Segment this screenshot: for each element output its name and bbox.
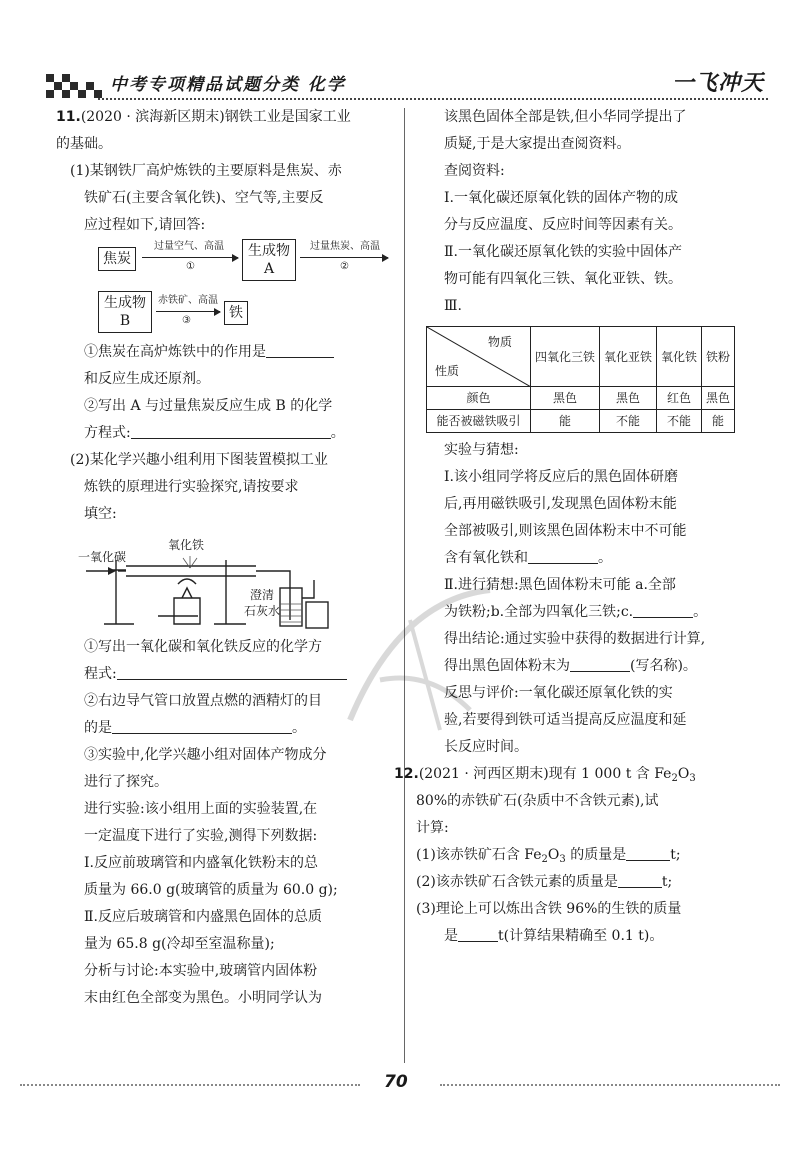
left-column [56,104,396,1012]
table-cell: 红色 [657,387,702,410]
reference-title: 查阅资料: [444,163,505,179]
data1-line1: Ⅰ.反应前玻璃管和内盛氧化铁粉末的总 [84,855,318,871]
table-row [427,387,735,410]
table-cell: 能 [531,410,600,433]
conclusion-line1: 得出结论:通过实验中获得的数据进行计算, [444,631,706,647]
question-number: 11. [56,109,81,125]
table-col-header: 氧化亚铁 [600,327,657,387]
data1-line2: 质量为 66.0 g(玻璃管的质量为 60.0 g); [84,882,338,898]
q11-intro-line2: 的基础。 [56,136,112,152]
table-cell: 能 [702,410,735,433]
reflection-line1: 反思与评价:一氧化碳还原氧化铁的实 [444,685,673,701]
guess1-line1: Ⅰ.该小组同学将反应后的黑色固体研磨 [444,469,678,485]
answer-blank[interactable] [618,870,662,888]
answer-blank[interactable] [570,654,630,672]
experiment-line1: 进行实验:该小组用上面的实验装置,在 [84,801,318,817]
limewater-label-2: 石灰水 [244,604,281,618]
analysis-line1: 分析与讨论:本实验中,玻璃管内固体粉 [84,963,318,979]
experiment-line2: 一定温度下进行了实验,测得下列数据: [84,828,318,844]
table-row-label: 颜色 [427,387,531,410]
footer-divider-left [20,1084,360,1086]
table-cell: 黑色 [531,387,600,410]
q1b-line1: ②写出 A 与过量焦炭反应生成 B 的化学 [84,398,333,414]
q2b-line1: ②右边导气管口放置点燃的酒精灯的目 [84,693,322,709]
guess2-line1: Ⅱ.进行猜想:黑色固体粉末可能 a.全部 [444,577,676,593]
answer-blank[interactable] [626,843,670,861]
q12-sub3-line1: (3)理论上可以炼出含铁 96%的生铁的质量 [416,901,682,917]
q12-sub2: (2)该赤铁矿石含铁元素的质量是 t; [416,869,764,896]
arrow-right-icon [142,257,238,258]
guess1-line2: 后,再用磁铁吸引,发现黑色固体粉末能 [444,496,677,512]
table-cell: 不能 [600,410,657,433]
q12-line3: 计算: [416,820,449,836]
page-number: 70 [384,1072,408,1092]
reference1-line2: 分与反应温度、反应时间等因素有关。 [444,217,682,233]
fe2o3-label: 氧化铁 [168,538,205,552]
answer-blank[interactable] [528,546,598,564]
question-number: 12. [394,766,419,782]
answer-blank[interactable] [458,924,498,942]
q12-sub1: (1)该赤铁矿石含 $Fe_2O_3$ 的质量是 t; [416,842,764,869]
q2b-line2: 的是 。 [56,715,396,742]
table-cell: 不能 [657,410,702,433]
table-row-label: 能否被磁铁吸引 [427,410,531,433]
checker-logo-icon [46,64,104,98]
q1a-line1: ①焦炭在高炉炼铁中的作用是 [56,339,396,366]
table-diagonal-header: 物质 性质 [427,327,531,387]
limewater-label-1: 澄清 [250,588,275,602]
diagonal-line-icon [427,327,531,387]
q12-sub3-line2: 是 t(计算结果精确至 0.1 t)。 [416,923,764,950]
q2c-line2: 进行了探究。 [84,774,168,790]
co-label: 一氧化碳 [78,550,127,564]
q11-intro: 11.(2020 · 滨海新区期末)钢铁工业是国家工业 [56,109,351,125]
answer-blank[interactable] [117,662,347,680]
reaction-flow-diagram [96,239,396,339]
reference3-label: Ⅲ. [444,298,462,314]
table-header-row [427,327,735,387]
arrow3-step: ③ [182,315,191,326]
data2-line1: Ⅱ.反应后玻璃管和内盛黑色固体的总质 [84,909,322,925]
q1a-line2: 和反应生成还原剂。 [84,371,210,387]
q2a-line2: 程式: [56,661,396,688]
arrow-right-icon [300,257,388,258]
page-header [38,62,768,102]
brand-logo: 一飞冲天 [671,71,764,96]
arrow-right-icon [156,311,220,312]
answer-blank[interactable] [633,600,693,618]
q2c-line1: ③实验中,化学兴趣小组对固体产物成分 [84,747,327,763]
table-row [427,410,735,433]
box-iron: 铁 [224,301,248,325]
guess1-line3: 全部被吸引,则该黑色固体粉末中不可能 [444,523,687,539]
reference1-line1: Ⅰ.一氧化碳还原氧化铁的固体产物的成 [444,190,678,206]
guess2-line2: 为铁粉;b.全部为四氧化三铁;c. 。 [416,599,764,626]
q1b-line2: 方程式: 。 [56,420,396,447]
box-product-b: 生成物 B [98,291,152,333]
analysis-line2: 末由红色全部变为黑色。小明同学认为 [84,990,322,1006]
conclusion-line2: 得出黑色固体粉末为 (写名称)。 [416,653,764,680]
analysis-line4: 质疑,于是大家提出查阅资料。 [444,136,631,152]
reflection-line2: 验,若要得到铁可适当提高反应温度和延 [444,712,687,728]
publisher-watermark-icon [320,560,520,760]
part1-line2: 铁矿石(主要含氧化铁)、空气等,主要反 [84,190,324,206]
q12-intro: 12.(2021 · 河西区期末)现有 1 000 t 含 $Fe_2O_3$ [394,766,696,784]
part2-line2: 炼铁的原理进行实验探究,请按要求 [84,479,299,495]
table-col-header: 四氧化三铁 [531,327,600,387]
reflection-line3: 长反应时间。 [444,739,528,755]
arrow1-label: 过量空气、高温 [154,241,224,252]
reference2-line2: 物可能有四氧化三铁、氧化亚铁、铁。 [444,271,682,287]
table-cell: 黑色 [702,387,735,410]
q12-line2: 80%的赤铁矿石(杂质中不含铁元素),试 [416,793,659,809]
part1-line3: 应过程如下,请回答: [84,217,206,233]
q2a-line1: ①写出一氧化碳和氧化铁反应的化学方 [84,639,322,655]
data2-line2: 量为 65.8 g(冷却至室温称量); [84,936,275,952]
box-product-a: 生成物 A [242,239,296,281]
arrow1-step: ① [186,261,195,272]
reference2-line1: Ⅱ.一氧化碳还原氧化铁的实验中固体产 [444,244,682,260]
analysis-line3: 该黑色固体全部是铁,但小华同学提出了 [444,109,687,125]
table-col-header: 氧化铁 [657,327,702,387]
arrow2-label: 过量焦炭、高温 [310,241,380,252]
answer-blank[interactable] [266,340,334,358]
part1-line1: (1)某钢铁厂高炉炼铁的主要原料是焦炭、赤 [70,163,342,179]
footer-divider-right [440,1084,780,1086]
table-cell: 黑色 [600,387,657,410]
right-column [394,104,764,950]
part2-line3: 填空: [84,506,117,522]
arrow3-label: 赤铁矿、高温 [158,295,218,306]
part2-line1: (2)某化学兴趣小组利用下图装置模拟工业 [70,452,328,468]
box-coke: 焦炭 [98,247,136,271]
guess1-line4: 含有氧化铁和 。 [416,545,764,572]
header-divider [98,98,768,100]
arrow2-step: ② [340,261,349,272]
answer-blank[interactable] [112,716,292,734]
answer-blank[interactable] [131,421,331,439]
table-col-header: 铁粉 [702,327,735,387]
properties-table [426,326,735,433]
experiment-guess-title: 实验与猜想: [444,442,519,458]
series-title: 中考专项精品试题分类 化学 [110,75,346,95]
